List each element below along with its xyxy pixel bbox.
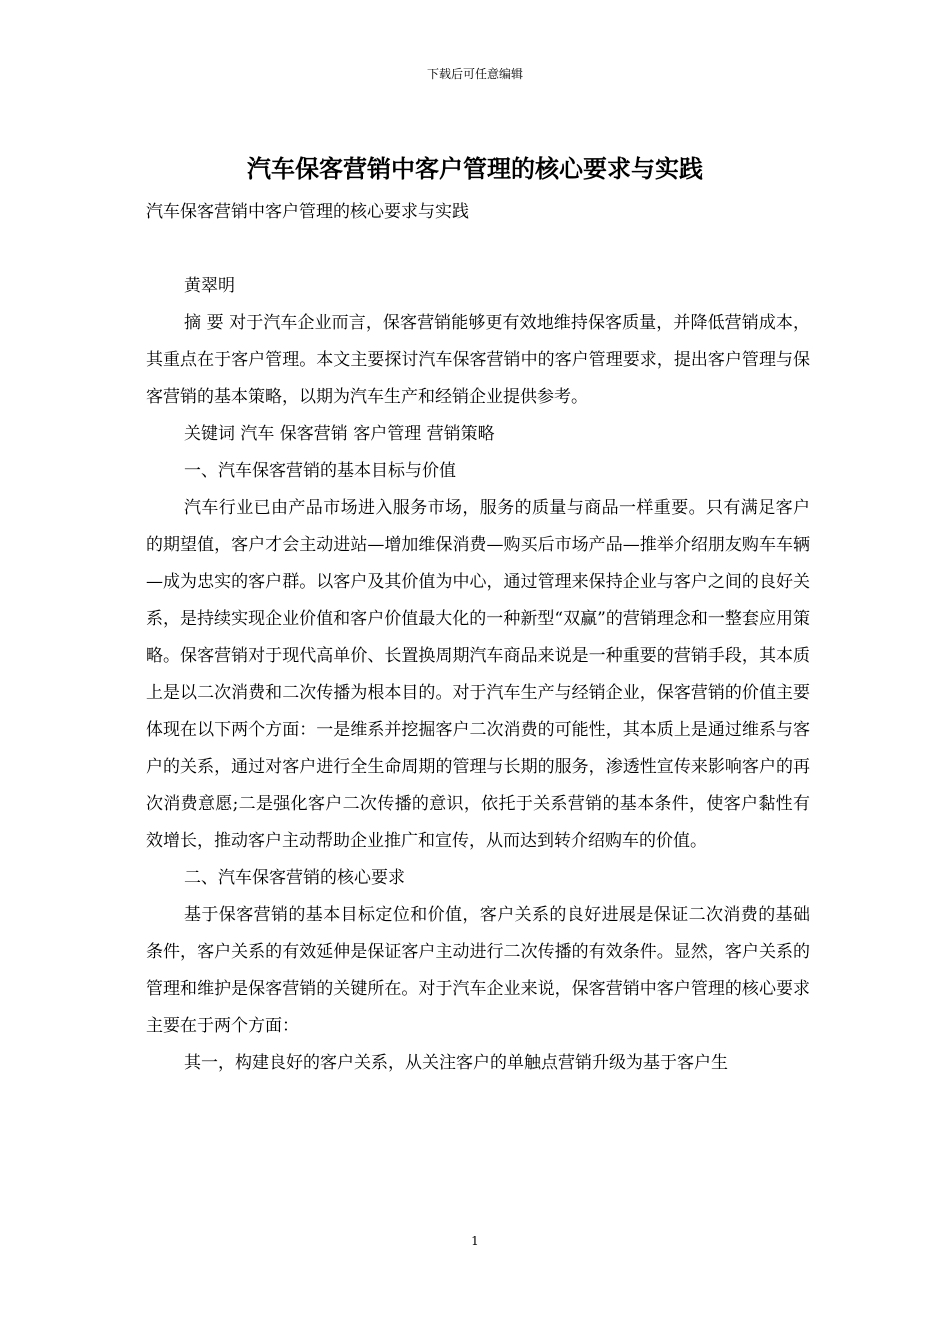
keywords-line: 关键词 汽车 保客营销 客户管理 营销策略 bbox=[184, 424, 495, 444]
document-body bbox=[146, 194, 810, 1082]
section-1-paragraph: 汽车行业已由产品市场进入服务市场，服务的质量与商品一样重要。只有满足客户的期望值，客户才会主动进站—增加维保消费—购买后市场产品—推举介绍朋友购车车辆—成为忠实的客户群。以客户及其价值为中心，通过管理来保持企业与客户之间的良好关系，是持续实现企业价值和客户价值最大化的一种新型“双赢”的营销理念和一整套应用策略。保客营销对于现代高单价、长置换周期汽车商品来说是一种重要的营销手段，其本质上是以二次消费和二次传播为根本目的。对于汽车生产与经销企业，保客营销的价值主要体现在以下两个方面：一是维系并挖掘客户二次消费的可能性，其本质上是通过维系与客户的关系，通过对客户进行全生命周期的管理与长期的服务，渗透性宣传来影响客户的再次消费意愿;二是强化客户二次传播的意识，依托于关系营销的基本条件，使客户黏性有效增长，推动客户主动帮助企业推广和宣传，从而达到转介绍购车的价值。 bbox=[146, 498, 810, 851]
document-title: 汽车保客营销中客户管理的核心要求与实践 bbox=[247, 154, 703, 183]
author-name: 黄翠明 bbox=[184, 276, 235, 296]
section-1-heading: 一、汽车保客营销的基本目标与价值 bbox=[184, 461, 456, 481]
page-header-note: 下载后可任意编辑 bbox=[426, 67, 523, 81]
abstract-paragraph: 摘 要 对于汽车企业而言，保客营销能够更有效地维持保客质量，并降低营销成本，其重点在于客户管理。本文主要探讨汽车保客营销中的客户管理要求，提出客户管理与保客营销的基本策略，以期为汽车生产和经销企业提供参考。 bbox=[146, 313, 810, 407]
section-2-point-1: 其一，构建良好的客户关系，从关注客户的单触点营销升级为基于客户生 bbox=[184, 1053, 728, 1073]
document-subtitle: 汽车保客营销中客户管理的核心要求与实践 bbox=[146, 202, 469, 222]
section-2-heading: 二、汽车保客营销的核心要求 bbox=[184, 868, 405, 888]
page-number: 1 bbox=[471, 1234, 479, 1248]
section-2-paragraph: 基于保客营销的基本目标定位和价值，客户关系的良好进展是保证二次消费的基础条件，客户关系的有效延伸是保证客户主动进行二次传播的有效条件。显然，客户关系的管理和维护是保客营销的关键所在。对于汽车企业来说，保客营销中客户管理的核心要求主要在于两个方面： bbox=[146, 905, 810, 1036]
